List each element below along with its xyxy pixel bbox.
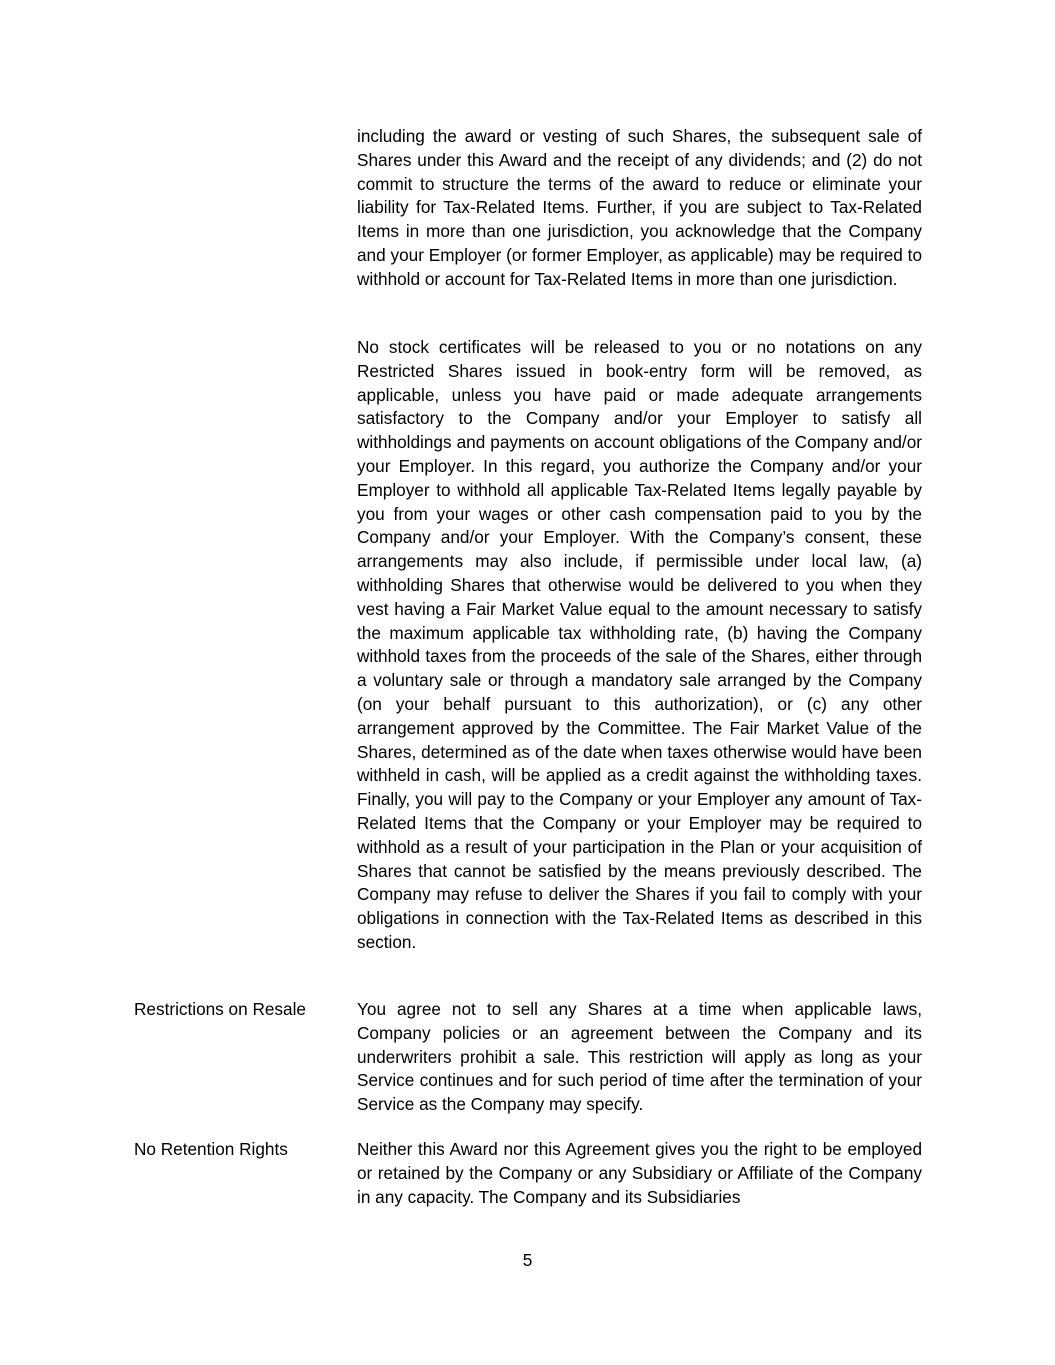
- section-label-no-retention-rights: No Retention Rights: [134, 1139, 288, 1159]
- paragraph-no-retention-rights: Neither this Award nor this Agreement gives you the right to be employed or retained by the Company or any Subsidiary or Affiliate of the Company in any capacity. The Company and its Subsidiaries: [357, 1139, 922, 1207]
- paragraph-tax-withholding: No stock certificates will be released to you or no notations on any Restricted Shares issued in book-entry form will be removed, as applicable, unless you have paid or made adequate arrangements satisfactory to the Company and/or your Employer to satisfy all withholdings and payments on account obligations of the Company and/or your Employer. In this regard, you authorize the Company and/or your Employer to withhold all applicable Tax-Related Items legally payable by you from your wages or other cash compensation paid to you by the Company and/or your Employer. With the Company’s consent, these arrangements may also include, if permissible under local law, (a) withholding Shares that otherwise would be delivered to you when they vest having a Fair Market Value equal to the amount necessary to satisfy the maximum applicable tax withholding rate, (b) having the Company withhold taxes from the proceeds of the sale of the Shares, either through a voluntary sale or through a mandatory sale arranged by the Company (on your behalf pursuant to this authorization), or (c) any other arrangement approved by the Committee. The Fair Market Value of the Shares, determined as of the date when taxes otherwise would have been withheld in cash, will be applied as a credit against the withholding taxes. Finally, you will pay to the Company or your Employer any amount of Tax-Related Items that the Company or your Employer may be required to withhold as a result of your participation in the Plan or your acquisition of Shares that cannot be satisfied by the means previously described. The Company may refuse to deliver the Shares if you fail to comply with your obligations in connection with the Tax-Related Items as described in this section.: [357, 337, 922, 952]
- paragraph-tax-related-items-continuation: including the award or vesting of such Shares, the subsequent sale of Shares under this Award and the receipt of any dividends; and (2) do not commit to structure the terms of the award to reduce or eliminate your liability for Tax-Related Items. Further, if you are subject to Tax-Related Items in more than one jurisdiction, you acknowledge that the Company and your Employer (or former Employer, as applicable) may be required to withhold or account for Tax-Related Items in more than one jurisdiction.: [357, 126, 922, 289]
- paragraph-restrictions-on-resale: You agree not to sell any Shares at a time when applicable laws, Company policies or an agreement between the Company and its underwriters prohibit a sale. This restriction will apply as long as your Service continues and for such period of time after the termination of your Service as the Company may specify.: [357, 999, 922, 1115]
- section-label-restrictions-on-resale: Restrictions on Resale: [134, 999, 306, 1019]
- page-number: 5: [522, 1250, 533, 1270]
